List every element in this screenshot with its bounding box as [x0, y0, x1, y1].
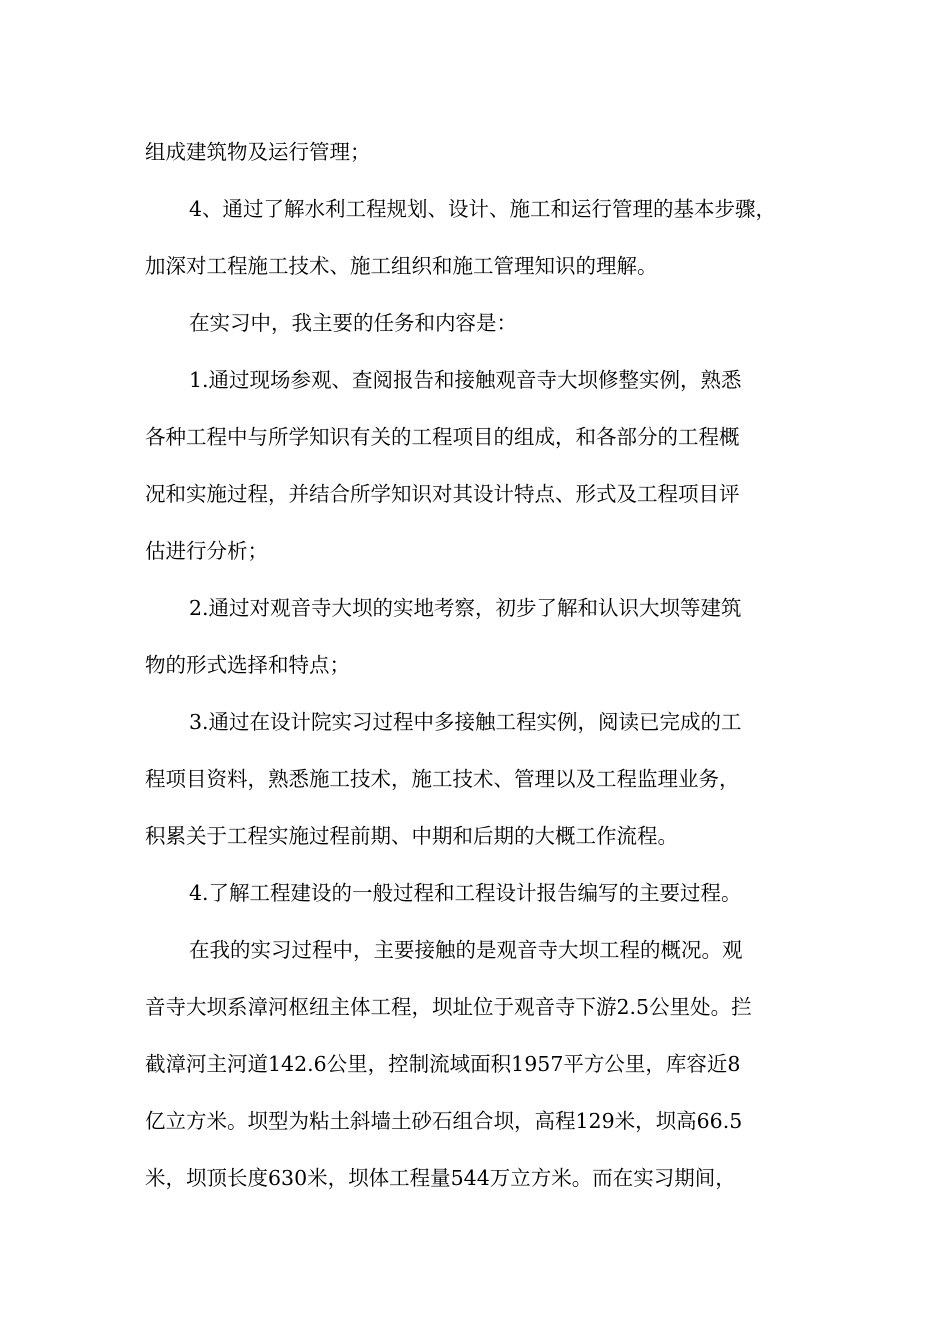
text-line: 3.通过在设计院实习过程中多接触工程实例，阅读已完成的工 — [189, 710, 742, 734]
text-line: 4.了解工程建设的一般过程和工程设计报告编写的主要过程。 — [189, 881, 742, 905]
text-line: 米，坝顶长度630米，坝体工程量544万立方米。而在实习期间， — [145, 1166, 736, 1190]
text-line: 1.通过现场参观、查阅报告和接触观音寺大坝修整实例，熟悉 — [189, 368, 742, 392]
text-line: 况和实施过程，并结合所学知识对其设计特点、形式及工程项目评 — [145, 482, 740, 506]
text-line: 程项目资料，熟悉施工技术，施工技术、管理以及工程监理业务， — [145, 767, 740, 791]
text-line: 在实习中，我主要的任务和内容是： — [189, 311, 517, 335]
text-line: 亿立方米。坝型为粘土斜墙土砂石组合坝，高程129米，坝高66.5 — [145, 1109, 743, 1133]
text-line: 加深对工程施工技术、施工组织和施工管理知识的理解。 — [145, 254, 658, 278]
text-line: 音寺大坝系漳河枢纽主体工程，坝址位于观音寺下游2.5公里处。拦 — [145, 995, 752, 1019]
document-body — [145, 130, 810, 1213]
text-line: 组成建筑物及运行管理； — [145, 140, 371, 164]
text-line: 物的形式选择和特点； — [145, 653, 350, 677]
text-line: 积累关于工程实施过程前期、中期和后期的大概工作流程。 — [145, 824, 678, 848]
text-line: 估进行分析； — [145, 539, 268, 563]
text-line: 4、通过了解水利工程规划、设计、施工和运行管理的基本步骤， — [189, 197, 777, 221]
text-line: 2.通过对观音寺大坝的实地考察，初步了解和认识大坝等建筑 — [189, 596, 742, 620]
text-line: 各种工程中与所学知识有关的工程项目的组成，和各部分的工程概 — [145, 425, 740, 449]
text-line: 截漳河主河道142.6公里，控制流域面积1957平方公里，库容近8 — [145, 1052, 741, 1076]
text-line: 在我的实习过程中，主要接触的是观音寺大坝工程的概况。观 — [189, 938, 743, 962]
